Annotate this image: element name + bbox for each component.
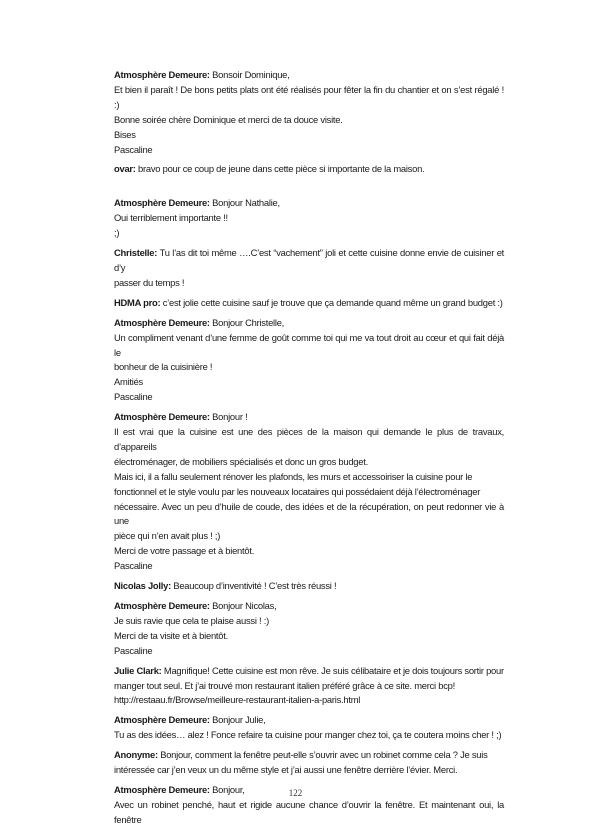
comment-block xyxy=(114,196,504,241)
comment-text: passer du temps ! xyxy=(114,276,185,288)
comment-line xyxy=(114,748,504,763)
comment-text: Oui terriblement importante !! xyxy=(114,212,228,224)
comment-text: fonctionnel et le style voulu par les nouveaux locataires qui possédaient déjà l’électroménager xyxy=(114,485,481,497)
comment-line xyxy=(114,128,504,143)
comment-author: Atmosphère Demeure: xyxy=(114,714,210,726)
comment-author: Anonyme: xyxy=(114,749,158,761)
comment-text: Pascaline xyxy=(114,560,153,572)
comment-line xyxy=(114,211,504,226)
comment-text: Bonjour Nicolas, xyxy=(212,600,277,611)
comment-line xyxy=(114,485,504,500)
comment-text: nécessaire. Avec un peu d’huile de coude, des idées et de la récupération, on peut redonner vie à une xyxy=(114,500,504,527)
document-body xyxy=(114,68,504,833)
comment-line xyxy=(114,763,504,778)
comment-author: Julie Clark: xyxy=(114,664,162,676)
comment-line xyxy=(114,246,504,276)
comment-line xyxy=(114,226,504,241)
comment-text: Avec un robinet penché, haut et rigide aucune chance d’ouvrir la fenêtre. Et maintenant oui, la fenêtre xyxy=(114,798,504,825)
comment-line xyxy=(114,500,504,530)
comment-line xyxy=(114,579,504,594)
comment-author: Nicolas Jolly: xyxy=(114,580,171,592)
comment-line xyxy=(114,425,504,455)
comment-text: ;) xyxy=(114,227,120,239)
paragraph-spacer xyxy=(114,182,504,196)
comment-text: c’est jolie cette cuisine sauf je trouve que ça demande quand même un grand budget :) xyxy=(162,296,503,308)
comment-text: bravo pour ce coup de jeune dans cette pièce si importante de la maison. xyxy=(138,163,425,175)
comment-block xyxy=(114,579,504,594)
comment-block xyxy=(114,296,504,311)
comment-block xyxy=(114,246,504,291)
comment-block xyxy=(114,316,504,405)
comment-block xyxy=(114,410,504,574)
comment-author: Atmosphère Demeure: xyxy=(114,316,210,328)
comment-author: Christelle: xyxy=(114,247,158,259)
comment-block xyxy=(114,664,504,709)
comment-text: Bonjour, comment la fenêtre peut-elle s’ouvrir avec un robinet comme cela ? Je suis xyxy=(160,749,488,761)
comment-line xyxy=(114,113,504,128)
page-number: 122 xyxy=(288,788,303,798)
comment-line xyxy=(114,143,504,158)
comment-author: HDMA pro: xyxy=(114,296,161,308)
comment-text: Je suis ravie que cela te plaise aussi ! :) xyxy=(114,614,269,626)
comment-line xyxy=(114,728,504,743)
comment-text: Bonjour, xyxy=(212,783,245,795)
comment-line xyxy=(114,316,504,331)
comment-text: Bonsoir Dominique, xyxy=(212,69,290,80)
comment-line xyxy=(114,798,504,828)
comment-line xyxy=(114,693,504,708)
comment-text: Bonne soirée chère Dominique et merci de ta douce visite. xyxy=(114,113,343,125)
comment-line xyxy=(114,599,504,614)
comment-text: Tu l’as dit toi même ….C’est “vachement” joli et cette cuisine donne envie de cuisiner et d’y xyxy=(114,247,505,273)
comment-line xyxy=(114,296,504,311)
comment-line xyxy=(114,679,504,694)
comment-text: Beaucoup d’inventivité ! C’est très réussi ! xyxy=(173,580,337,592)
comment-text: Tu as des idées… alez ! Fonce refaire ta cuisine pour manger chez toi, ça te coutera moins cher ! ;) xyxy=(114,729,502,741)
comment-text: Bonjour Christelle, xyxy=(212,316,285,328)
comment-text: Et bien il paraît ! De bons petits plats ont été réalisés pour fêter la fin du chantier et on s’est régalé ! :) xyxy=(114,83,504,110)
comment-author: Atmosphère Demeure: xyxy=(114,783,210,795)
comment-text: Amitiés xyxy=(114,376,143,388)
comment-text: Bises xyxy=(114,128,136,140)
comment-text: électroménager, de mobiliers spécialisés et donc un gros budget. xyxy=(114,455,368,467)
comment-text: Magnifique! Cette cuisine est mon rêve. Je suis célibataire et je dois toujours sortir pour xyxy=(163,664,504,676)
comment-line xyxy=(114,68,504,83)
comment-text: pièce qui n’en avait plus ! ;) xyxy=(114,530,221,542)
comment-block xyxy=(114,68,504,157)
comment-text: bonheur de la cuisinière ! xyxy=(114,361,213,373)
comment-line xyxy=(114,544,504,559)
comment-text: Merci de ta visite et à bientôt. xyxy=(114,629,228,641)
comment-line xyxy=(114,276,504,291)
comment-line xyxy=(114,390,504,405)
comment-text: Bonjour Nathalie, xyxy=(212,197,280,209)
comment-line xyxy=(114,629,504,644)
comment-line xyxy=(114,196,504,211)
comment-line xyxy=(114,360,504,375)
comment-line xyxy=(114,559,504,574)
comment-line xyxy=(114,83,504,113)
comment-text: Bonjour Julie, xyxy=(212,714,266,726)
comment-line xyxy=(114,375,504,390)
comment-line xyxy=(114,644,504,659)
comment-line xyxy=(114,614,504,629)
comment-author: Atmosphère Demeure: xyxy=(114,197,210,209)
comment-author: Atmosphère Demeure: xyxy=(114,600,210,611)
comment-line xyxy=(114,470,504,485)
comment-line xyxy=(114,410,504,425)
comment-text: Il est vrai que la cuisine est une des pièces de la maison qui demande le plus de travaux, d’appareils xyxy=(114,426,504,452)
comment-author: Atmosphère Demeure: xyxy=(114,69,210,80)
comment-line xyxy=(114,331,504,361)
comment-text: Pascaline xyxy=(114,391,153,403)
comment-line xyxy=(114,162,504,177)
comment-text: Merci de votre passage et à bientôt. xyxy=(114,545,255,557)
comment-author: Atmosphère Demeure: xyxy=(114,411,210,423)
comment-block xyxy=(114,748,504,778)
comment-block xyxy=(114,713,504,743)
comment-line xyxy=(114,529,504,544)
comment-text: Un compliment venant d’une femme de goût comme toi qui me va tout droit au cœur et qui fait déjà le xyxy=(114,331,504,358)
comment-text: Mais ici, il a fallu seulement rénover les plafonds, les murs et accessoiriser la cuisine pour le xyxy=(114,470,473,482)
comment-text: http://restaau.fr/Browse/meilleure-restaurant-italien-a-paris.html xyxy=(114,694,361,706)
comment-block xyxy=(114,599,504,659)
comment-text: intéressée car j’en veux un du même style et j’ai aussi une fenêtre derrière l’évier. Merci. xyxy=(114,764,458,776)
comment-line xyxy=(114,713,504,728)
comment-text: Bonjour ! xyxy=(212,411,248,423)
comment-block xyxy=(114,162,504,177)
comment-text: Pascaline xyxy=(114,143,153,155)
comment-text: Pascaline xyxy=(114,644,153,656)
comment-text: manger tout seul. Et j’ai trouvé mon restaurant italien préféré grâce à ce site. merci bcp! xyxy=(114,679,455,691)
comment-line xyxy=(114,664,504,679)
comment-line xyxy=(114,455,504,470)
comment-author: ovar: xyxy=(114,163,136,175)
